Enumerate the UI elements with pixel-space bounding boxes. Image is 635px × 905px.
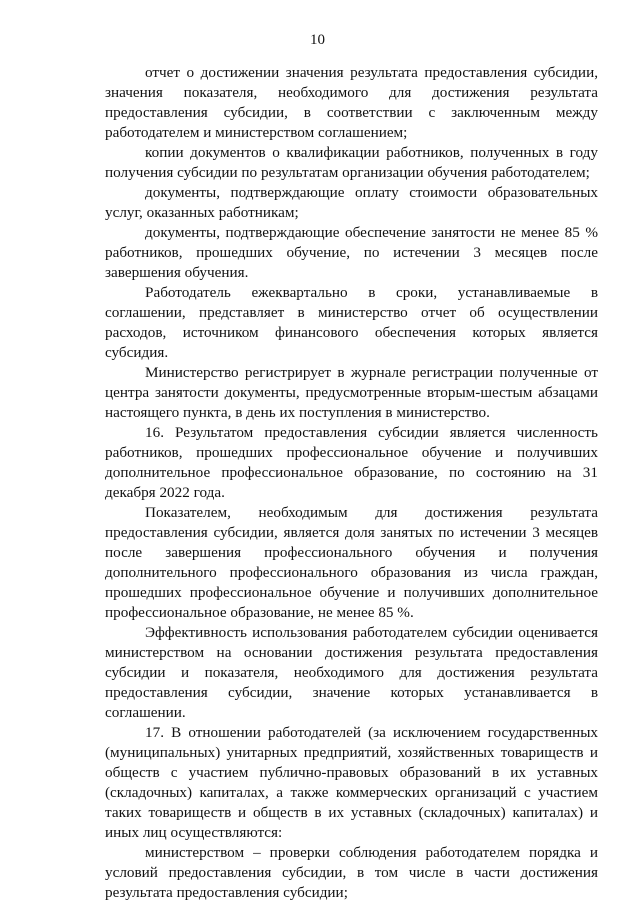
paragraph-item-16: 16. Результатом предоставления субсидии является численность работников, прошедших профессиональное обучение и получивших дополнительное профессиональное образование, по состоянию на 31 декабря 2022 года. (105, 424, 598, 501)
paragraph-efficiency: Эффективность использования работодателем субсидии оценивается министерством на основании достижения результата предоставления субсидии и показателя, необходимого для достижения результата предоставления субсидии, значение которых устанавливается в соглашении. (105, 624, 598, 721)
paragraph-qualification-docs: копии документов о квалификации работников, полученных в году получения субсидии по результатам организации обучения работодателем; (105, 144, 598, 181)
paragraph-payment-docs: документы, подтверждающие оплату стоимости образовательных услуг, оказанных работникам; (105, 184, 598, 221)
paragraph-item-17: 17. В отношении работодателей (за исключением государственных (муниципальных) унитарных предприятий, хозяйственных товариществ и обществ с участием публично-правовых образований в их уставных (складочных) капиталах, а также коммерческих организаций с участием таких товариществ и обществ в их уставных (складочных) капиталах) и иных лиц осуществляются: (105, 724, 598, 841)
page-number: 10 (310, 32, 325, 48)
paragraph-report-item: отчет о достижении значения результата предоставления субсидии, значения показателя, необходимого для достижения результата предоставления субсидии, в соответствии с заключенным между работодателем и министерством соглашением; (105, 64, 598, 141)
paragraph-indicator: Показателем, необходимым для достижения результата предоставления субсидии, является доля занятых по истечении 3 месяцев после завершения профессионального обучения и получения дополнительного профессионального образования из числа граждан, прошедших профессиональное обучение и получивших дополнительное профессиональное образование, не менее 85 %. (105, 504, 598, 621)
paragraph-ministry-checks: министерством – проверки соблюдения работодателем порядка и условий предоставления субсидии, в том числе в части достижения результата предоставления субсидии; (105, 844, 598, 901)
paragraph-employment-docs: документы, подтверждающие обеспечение занятости не менее 85 % работников, прошедших обучение, по истечении 3 месяцев после завершения обучения. (105, 224, 598, 281)
document-body (105, 63, 598, 903)
paragraph-quarterly-report: Работодатель ежеквартально в сроки, устанавливаемые в соглашении, представляет в министерство отчет об осуществлении расходов, источником финансового обеспечения которых является субсидия. (105, 284, 598, 361)
paragraph-registration: Министерство регистрирует в журнале регистрации полученные от центра занятости документы, предусмотренные вторым-шестым абзацами настоящего пункта, в день их поступления в министерство. (105, 364, 598, 421)
